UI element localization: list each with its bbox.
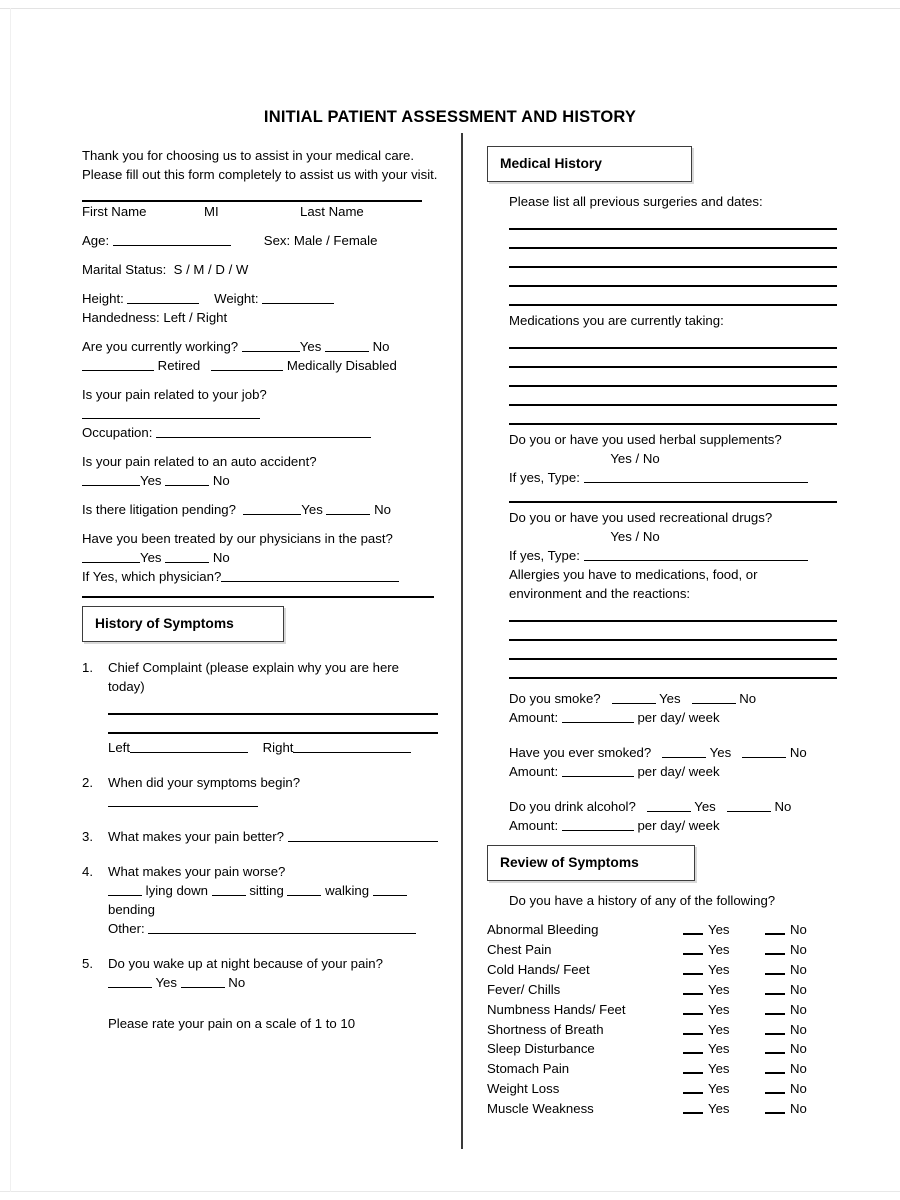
occupation-row <box>82 423 438 442</box>
herbal-supplements-yesno[interactable]: Yes / No <box>610 451 660 466</box>
option-sitting-label: sitting <box>249 883 284 898</box>
symptom-label: Chest Pain <box>487 941 552 957</box>
symptom-label: Muscle Weakness <box>487 1101 594 1117</box>
smoke-question: Do you smoke? <box>509 691 601 706</box>
first-name-label: First Name <box>82 204 147 219</box>
treated-yes-label: Yes <box>140 550 162 565</box>
option-bending-label: bending <box>108 902 155 917</box>
option-walking-label: walking <box>325 883 370 898</box>
which-physician-input[interactable] <box>221 569 399 582</box>
table-row <box>487 1099 837 1119</box>
symptom-no-label: No <box>790 1081 807 1097</box>
symptom-yes-label: Yes <box>708 1081 730 1097</box>
page-edge-bottom <box>0 1191 900 1192</box>
symptom-label: Sleep Disturbance <box>487 1041 595 1057</box>
smoke-amount-unit: per day/ week <box>637 710 720 725</box>
review-of-symptoms-table <box>487 920 837 1119</box>
question-4 <box>82 862 438 881</box>
question-1 <box>82 658 438 696</box>
question-5-no-label: No <box>228 975 246 990</box>
age-label: Age: <box>82 233 110 248</box>
symptom-no-blank[interactable] <box>765 1082 785 1094</box>
alcohol-amount-row <box>487 816 837 835</box>
symptom-no-cell[interactable] <box>765 1000 837 1020</box>
right-column <box>487 146 837 1119</box>
smoke-amount-label: Amount: <box>509 710 559 725</box>
symptom-no-label: No <box>790 941 807 957</box>
symptom-yes-blank[interactable] <box>683 1022 703 1034</box>
question-3-input[interactable] <box>288 829 438 842</box>
alcohol-no-blank[interactable] <box>727 799 771 812</box>
symptom-yes-blank[interactable] <box>683 1042 703 1054</box>
question-1-lines <box>82 696 438 757</box>
option-lying-down-label: lying down <box>145 883 208 898</box>
left-column <box>82 146 438 1033</box>
marital-status-options[interactable]: S / M / D / W <box>173 262 249 277</box>
which-physician-label: If Yes, which physician? <box>82 569 222 584</box>
symptom-yes-blank[interactable] <box>683 1062 703 1074</box>
question-1-text: Chief Complaint (please explain why you are here today) <box>108 660 400 694</box>
symptom-yes-label: Yes <box>708 1061 730 1077</box>
alcohol-amount-label: Amount: <box>509 818 559 833</box>
symptom-yes-cell[interactable] <box>683 1099 765 1119</box>
auto-yes-blank[interactable] <box>82 473 140 486</box>
sex-label: Sex: <box>263 233 291 248</box>
symptom-no-blank[interactable] <box>765 943 785 955</box>
ever-smoked-amount-input[interactable] <box>562 764 634 777</box>
option-walking-blank[interactable] <box>287 883 321 896</box>
sex-options[interactable]: Male / Female <box>293 233 378 248</box>
symptom-yes-label: Yes <box>708 1021 730 1037</box>
recreational-type-input[interactable] <box>584 548 808 561</box>
question-1-right-input[interactable] <box>293 740 411 753</box>
treated-no-blank[interactable] <box>165 550 209 563</box>
symptom-no-cell[interactable] <box>765 1079 837 1099</box>
litigation-row <box>82 500 438 519</box>
working-yes-blank[interactable] <box>242 339 300 352</box>
symptom-no-cell[interactable] <box>765 1099 837 1119</box>
treated-question: Have you been treated by our physicians in the past? <box>82 531 393 546</box>
last-name-label: Last Name <box>300 204 364 219</box>
litigation-question: Is there litigation pending? <box>82 502 236 517</box>
question-5-yes-blank[interactable] <box>108 975 152 988</box>
alcohol-amount-unit: per day/ week <box>637 818 720 833</box>
symptom-yes-label: Yes <box>708 981 730 997</box>
symptom-yes-cell[interactable] <box>683 1020 765 1040</box>
height-label: Height: <box>82 291 124 306</box>
smoke-amount-input[interactable] <box>562 710 634 723</box>
symptom-yes-cell[interactable] <box>683 1059 765 1079</box>
symptom-no-blank[interactable] <box>765 982 785 994</box>
name-labels-row <box>82 202 438 221</box>
symptom-yes-cell[interactable] <box>683 940 765 960</box>
question-5-yes-label: Yes <box>155 975 177 990</box>
section-separator-rule <box>82 596 434 598</box>
question-4-number: 4. <box>82 864 93 879</box>
question-4-other-label: Other: <box>108 921 145 936</box>
table-row <box>487 980 837 1000</box>
symptom-label: Abnormal Bleeding <box>487 922 599 937</box>
symptom-no-blank[interactable] <box>765 1062 785 1074</box>
smoke-amount-row <box>487 708 837 727</box>
pain-job-question: Is your pain related to your job? <box>82 387 267 402</box>
symptom-no-label: No <box>790 961 807 977</box>
medications-lines <box>509 330 837 425</box>
medications-question: Medications you are currently taking: <box>509 313 724 328</box>
symptom-no-cell[interactable] <box>765 940 837 960</box>
symptom-no-cell[interactable] <box>765 960 837 980</box>
herbal-supplements-question: Do you or have you used herbal supplements? <box>509 432 782 447</box>
pain-job-input[interactable] <box>82 406 260 419</box>
surgeries-question: Please list all previous surgeries and dates: <box>509 194 763 209</box>
symptom-no-blank[interactable] <box>765 963 785 975</box>
retired-label: Retired <box>157 358 201 373</box>
marital-status-row <box>82 260 438 279</box>
recreational-if-yes-label: If yes, Type: <box>509 548 580 563</box>
symptom-no-blank[interactable] <box>765 1002 785 1014</box>
question-5-answer-row <box>82 973 438 992</box>
alcohol-question: Do you drink alcohol? <box>509 799 636 814</box>
allergies-question-line-2: environment and the reactions: <box>509 586 691 601</box>
symptom-label: Numbness Hands/ Feet <box>487 1001 626 1017</box>
question-4-options-row <box>82 881 438 919</box>
alcohol-question-row <box>487 797 837 816</box>
auto-no-label: No <box>212 473 230 488</box>
symptom-yes-cell[interactable] <box>683 920 765 940</box>
question-3-text: What makes your pain better? <box>108 829 284 844</box>
symptom-yes-label: Yes <box>708 1041 730 1057</box>
ever-smoked-question: Have you ever smoked? <box>509 745 652 760</box>
intro-text: Thank you for choosing us to assist in your medical care. Please fill out this form completely to assist us with your visit. <box>82 148 438 182</box>
alcohol-amount-input[interactable] <box>562 818 634 831</box>
section-heading-history-of-symptoms: History of Symptoms <box>82 606 284 642</box>
question-1-left-input[interactable] <box>130 740 248 753</box>
ever-smoked-yes-label: Yes <box>709 745 732 760</box>
weight-label: Weight: <box>214 291 259 306</box>
symptom-no-blank[interactable] <box>765 1022 785 1034</box>
retired-disabled-row <box>82 356 438 375</box>
symptom-yes-blank[interactable] <box>683 943 703 955</box>
review-intro-text: Do you have a history of any of the following? <box>509 893 776 908</box>
alcohol-yes-label: Yes <box>694 799 716 814</box>
working-question-row <box>82 337 438 356</box>
question-1-right-label: Right <box>262 740 294 755</box>
occupation-label: Occupation: <box>82 425 153 440</box>
symptom-no-label: No <box>790 1061 807 1077</box>
symptom-label: Fever/ Chills <box>487 981 561 997</box>
option-lying-down-blank[interactable] <box>108 883 142 896</box>
ever-smoked-amount-unit: per day/ week <box>637 764 720 779</box>
treated-yes-blank[interactable] <box>82 550 140 563</box>
smoke-no-label: No <box>739 691 757 706</box>
symptom-no-cell[interactable] <box>765 1059 837 1079</box>
working-no-label: No <box>372 339 390 354</box>
herbal-if-yes-label: If yes, Type: <box>509 470 580 485</box>
height-input[interactable] <box>127 291 199 304</box>
symptom-yes-label: Yes <box>708 1001 730 1017</box>
page-edge-left <box>10 8 11 1192</box>
surgeries-lines <box>509 211 837 306</box>
symptom-yes-cell[interactable] <box>683 980 765 1000</box>
table-row <box>487 1079 837 1099</box>
alcohol-yes-blank[interactable] <box>647 799 691 812</box>
symptom-no-label: No <box>790 922 807 937</box>
recreational-drugs-yesno[interactable]: Yes / No <box>610 529 660 544</box>
weight-input[interactable] <box>262 291 334 304</box>
column-divider <box>461 133 463 1149</box>
symptom-no-label: No <box>790 981 807 997</box>
ever-smoked-question-row <box>487 743 837 762</box>
question-1-left-label: Left <box>108 740 130 755</box>
question-1-number: 1. <box>82 660 93 675</box>
litigation-yes-blank[interactable] <box>243 502 301 515</box>
treated-answer-row <box>82 548 438 567</box>
medically-disabled-label: Medically Disabled <box>286 358 397 373</box>
handedness-options[interactable]: Left / Right <box>163 310 228 325</box>
question-5-text: Do you wake up at night because of your pain? <box>108 956 383 971</box>
question-2-input[interactable] <box>108 794 258 807</box>
symptom-no-blank[interactable] <box>765 923 785 935</box>
herbal-if-yes-row <box>487 468 837 487</box>
litigation-yes-label: Yes <box>301 502 323 517</box>
ever-smoked-amount-row <box>487 762 837 781</box>
litigation-no-blank[interactable] <box>326 502 370 515</box>
symptom-yes-label: Yes <box>708 941 730 957</box>
auto-accident-question: Is your pain related to an auto accident? <box>82 454 317 469</box>
symptom-no-label: No <box>790 1001 807 1017</box>
question-2-text: When did your symptoms begin? <box>108 775 301 790</box>
question-4-other-input[interactable] <box>148 921 416 934</box>
page-edge-top <box>0 8 900 9</box>
herbal-type-input[interactable] <box>584 470 808 483</box>
question-4-other-row <box>82 919 438 938</box>
symptom-no-blank[interactable] <box>765 1042 785 1054</box>
symptom-no-cell[interactable] <box>765 1039 837 1059</box>
section-heading-review-of-symptoms: Review of Symptoms <box>487 845 695 881</box>
page-title: INITIAL PATIENT ASSESSMENT AND HISTORY <box>263 108 637 126</box>
handedness-label: Handedness: <box>82 310 160 325</box>
table-row <box>487 1000 837 1020</box>
symptom-yes-label: Yes <box>708 922 730 937</box>
symptom-yes-label: Yes <box>708 1101 730 1117</box>
working-no-blank[interactable] <box>325 339 369 352</box>
auto-accident-answer-row <box>82 471 438 490</box>
table-row <box>487 960 837 980</box>
question-3 <box>82 827 438 846</box>
symptom-no-label: No <box>790 1041 807 1057</box>
question-3-number: 3. <box>82 829 93 844</box>
pain-job-row <box>82 385 438 423</box>
occupation-input[interactable] <box>156 425 371 438</box>
symptom-yes-blank[interactable] <box>683 1002 703 1014</box>
working-yes-label: Yes <box>299 339 322 354</box>
question-2 <box>82 773 438 811</box>
symptom-no-label: No <box>790 1101 807 1117</box>
symptom-yes-cell[interactable] <box>683 1079 765 1099</box>
handedness-row <box>82 308 438 327</box>
which-physician-row <box>82 567 438 586</box>
symptom-yes-blank[interactable] <box>683 982 703 994</box>
table-row <box>487 940 837 960</box>
smoke-yes-blank[interactable] <box>612 691 656 704</box>
litigation-no-label: No <box>374 502 392 517</box>
table-row <box>487 1059 837 1079</box>
symptom-yes-cell[interactable] <box>683 1000 765 1020</box>
question-2-number: 2. <box>82 775 93 790</box>
table-row <box>487 1039 837 1059</box>
age-sex-row <box>82 231 438 250</box>
symptom-no-blank[interactable] <box>765 1102 785 1114</box>
symptom-no-label: No <box>790 1021 807 1037</box>
table-row <box>487 920 837 940</box>
smoke-yes-label: Yes <box>659 691 681 706</box>
question-4-text: What makes your pain worse? <box>108 864 286 879</box>
age-input[interactable] <box>113 233 231 246</box>
question-5-no-blank[interactable] <box>181 975 225 988</box>
allergies-question-line-1: Allergies you have to medications, food, or <box>509 567 758 582</box>
symptom-yes-blank[interactable] <box>683 963 703 975</box>
retired-blank[interactable] <box>82 358 154 371</box>
table-row <box>487 1020 837 1040</box>
height-weight-row <box>82 289 438 308</box>
alcohol-no-label: No <box>774 799 792 814</box>
ever-smoked-yes-blank[interactable] <box>662 745 706 758</box>
symptom-yes-blank[interactable] <box>683 1082 703 1094</box>
treated-no-label: No <box>212 550 230 565</box>
allergies-lines <box>509 603 837 679</box>
symptom-no-cell[interactable] <box>765 1020 837 1040</box>
section-heading-medical-history: Medical History <box>487 146 692 182</box>
symptom-yes-blank[interactable] <box>683 923 703 935</box>
mi-label: MI <box>204 204 219 219</box>
symptom-yes-blank[interactable] <box>683 1102 703 1114</box>
recreational-if-yes-row <box>487 546 837 565</box>
option-sitting-blank[interactable] <box>212 883 246 896</box>
question-5-number: 5. <box>82 956 93 971</box>
medically-disabled-blank[interactable] <box>211 358 283 371</box>
symptom-label: Weight Loss <box>487 1081 560 1097</box>
question-5 <box>82 954 438 973</box>
symptom-yes-cell[interactable] <box>683 1039 765 1059</box>
smoke-no-blank[interactable] <box>692 691 736 704</box>
symptom-yes-label: Yes <box>708 961 730 977</box>
symptom-label: Stomach Pain <box>487 1061 570 1077</box>
ever-smoked-amount-label: Amount: <box>509 764 559 779</box>
symptom-no-cell[interactable] <box>765 980 837 1000</box>
smoke-question-row <box>487 689 837 708</box>
ever-smoked-no-label: No <box>789 745 807 760</box>
ever-smoked-no-blank[interactable] <box>742 745 786 758</box>
recreational-drugs-question: Do you or have you used recreational drugs? <box>509 510 773 525</box>
working-question: Are you currently working? <box>82 339 239 354</box>
symptom-label: Shortness of Breath <box>487 1021 604 1037</box>
symptom-label: Cold Hands/ Feet <box>487 961 590 977</box>
pain-scale-text: Please rate your pain on a scale of 1 to 10 <box>108 1016 356 1031</box>
auto-yes-label: Yes <box>140 473 162 488</box>
symptom-yes-cell[interactable] <box>683 960 765 980</box>
marital-status-label: Marital Status: <box>82 262 167 277</box>
symptom-no-cell[interactable] <box>765 920 837 940</box>
auto-no-blank[interactable] <box>165 473 209 486</box>
option-bending-blank[interactable] <box>373 883 407 896</box>
